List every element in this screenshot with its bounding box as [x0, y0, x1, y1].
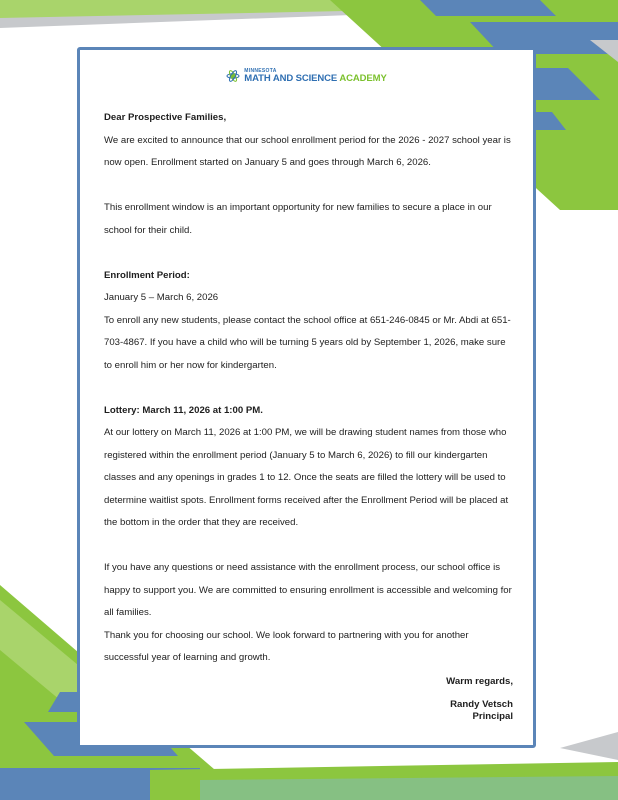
- enrollment-dates: January 5 – March 6, 2026: [104, 292, 219, 303]
- letter-card: [77, 47, 536, 748]
- paragraph-questions: If you have any questions or need assistance with the enrollment process, our school office is happy to support you. We are committed to ensuring enrollment is accessible and welcoming for all families.: [104, 562, 512, 618]
- lottery-heading: Lottery: March 11, 2026 at 1:00 PM.: [104, 404, 263, 416]
- greeting: Dear Prospective Families,: [104, 112, 227, 123]
- logo-name-part1: MATH AND SCIENCE: [244, 73, 340, 84]
- paragraph-contact: To enroll any new students, please contact the school office at 651-246-0845 or Mr. Abdi at 651-703-4867. If you have a child who will be turning 5 years old by September 1, 2026, make sure to enroll him or her now for kindergarten.: [104, 314, 511, 371]
- closing: Warm regards,: [446, 675, 513, 687]
- logo-name: [244, 74, 386, 84]
- paragraph-thanks: Thank you for choosing our school. We look forward to partnering with you for another successful year of learning and growth.: [104, 629, 469, 663]
- signer-title: Principal: [472, 710, 513, 722]
- paragraph-window: This enrollment window is an important opportunity for new families to secure a place in our school for their child.: [104, 202, 492, 236]
- signer-name: Randy Vetsch: [450, 698, 513, 710]
- paragraph-lottery: At our lottery on March 11, 2026 at 1:00 PM, we will be drawing student names from those who registered within the enrollment period (January 5 to March 6, 2026) to fill our kindergarten classes and any openings in grades 1 to 12. Once the seats are filled the lottery will be used to determine waitlist spots. Enrollment forms received after the Enrollment Period will be placed at the bottom in the order that they are received.: [104, 427, 509, 528]
- enrollment-heading: Enrollment Period:: [104, 269, 190, 281]
- paragraph-announcement: We are excited to announce that our school enrollment period for the 2026 - 2027 school year is now open. Enrollment started on January 5 and goes through March 6, 2026.: [104, 134, 511, 168]
- logo-name-part2: ACADEMY: [339, 73, 387, 84]
- logo-state: MINNESOTA: [244, 68, 277, 74]
- letter-body: [104, 107, 513, 723]
- school-logo: [80, 69, 533, 84]
- atom-icon: [226, 69, 240, 83]
